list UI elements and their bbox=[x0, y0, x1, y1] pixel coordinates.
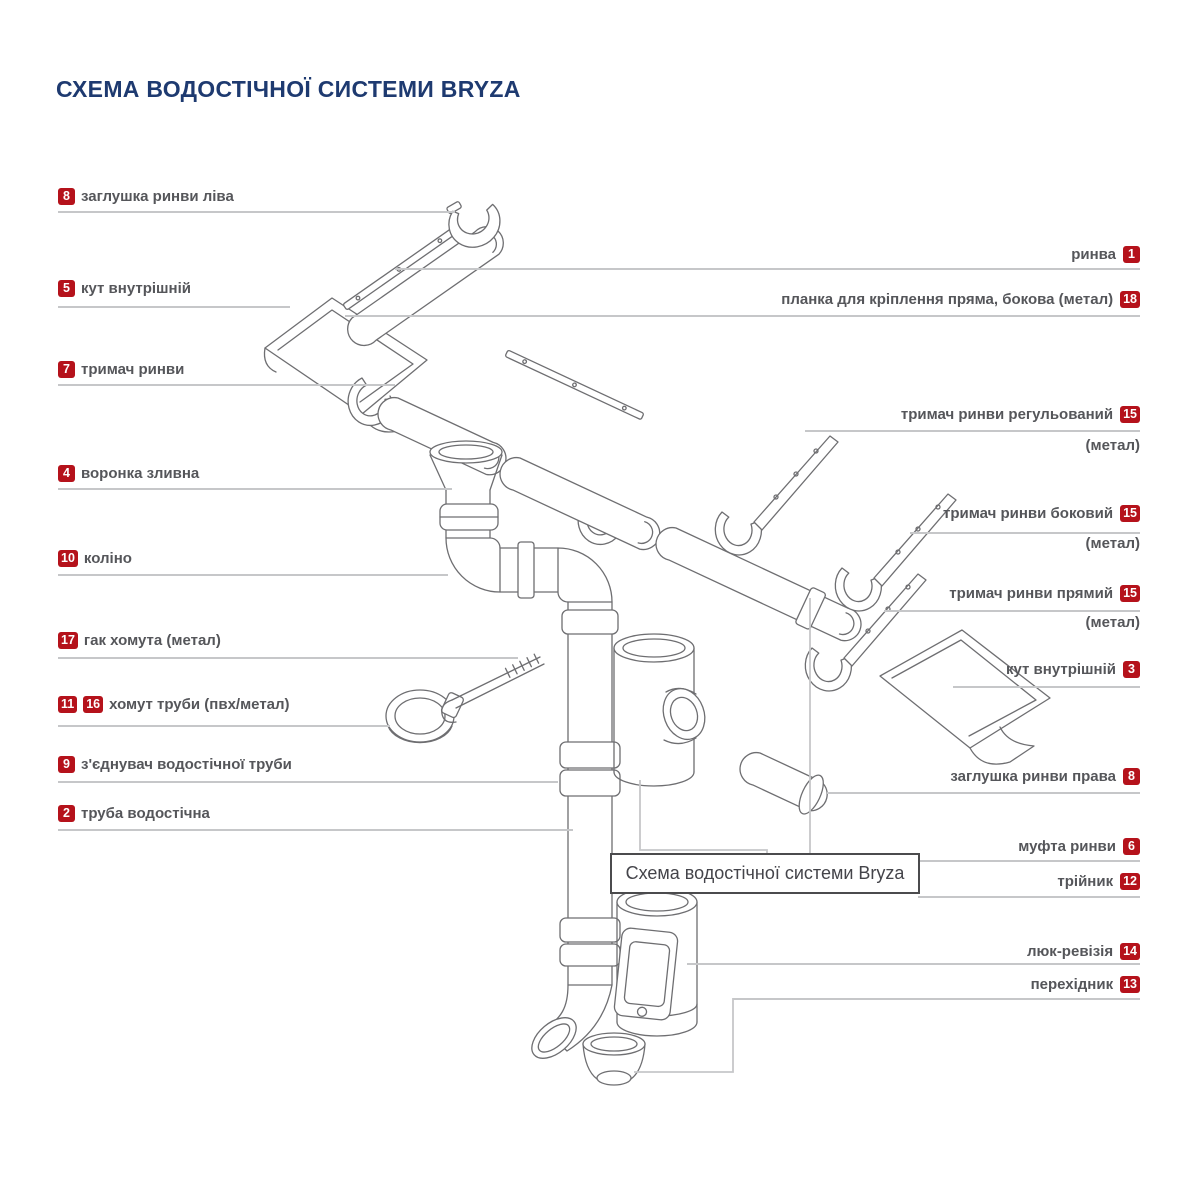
label-straight-bracket-material: (метал) bbox=[1085, 614, 1140, 631]
leader-line bbox=[827, 792, 1140, 794]
leader-line bbox=[58, 488, 452, 490]
part-label-text: кут внутрішній bbox=[81, 279, 191, 297]
part-number-badge: 4 bbox=[58, 465, 75, 482]
leader-line bbox=[953, 686, 1140, 688]
leader-line bbox=[733, 998, 1140, 1000]
leader-line bbox=[58, 829, 573, 831]
pipe-connector-part bbox=[560, 770, 620, 796]
pipe-clamp-part bbox=[386, 690, 464, 743]
part-number-badge: 17 bbox=[58, 632, 78, 649]
part-label-text: муфта ринви bbox=[1018, 837, 1116, 855]
gutter-section-funnel bbox=[373, 392, 512, 480]
part-label-text: гак хомута (метал) bbox=[83, 631, 221, 649]
downpipe-part bbox=[524, 602, 620, 1066]
part-label-text: тримач ринви прямий bbox=[949, 584, 1114, 602]
part-label-text: тримач ринви регульований bbox=[900, 405, 1114, 423]
part-label-text: планка для кріплення пряма, бокова (метал) bbox=[781, 290, 1114, 308]
part-label-text: коліно bbox=[83, 549, 132, 567]
part-number-badge: 11 bbox=[58, 696, 77, 713]
leader-line bbox=[58, 211, 455, 213]
label-endcap-left bbox=[58, 184, 234, 208]
pipe-connector-part bbox=[560, 742, 620, 768]
label-gutter-bracket bbox=[58, 357, 184, 381]
part-number-badge: 6 bbox=[1123, 838, 1140, 855]
adjustable-bracket-part bbox=[713, 436, 838, 558]
part-number-badge: 8 bbox=[1123, 768, 1140, 785]
leader-line bbox=[58, 657, 518, 659]
label-adapter bbox=[733, 972, 1140, 996]
part-label-text: тримач ринви bbox=[81, 360, 185, 378]
part-label-text: труба водостічна bbox=[81, 804, 210, 822]
part-number-badge: 3 bbox=[1123, 661, 1140, 678]
label-side-bracket-material: (метал) bbox=[1085, 535, 1140, 552]
label-tee bbox=[918, 869, 1140, 893]
part-number-badge: 15 bbox=[1120, 505, 1140, 522]
label-elbow bbox=[58, 546, 132, 570]
leader-line bbox=[58, 306, 290, 308]
leader-line bbox=[687, 963, 1140, 965]
part-label-text: ринва bbox=[1071, 245, 1116, 263]
part-label-text: з'єднувач водостічної труби bbox=[81, 755, 292, 773]
part-label-text: заглушка ринви ліва bbox=[81, 187, 234, 205]
label-inspection-hatch bbox=[687, 939, 1140, 963]
part-number-badge: 15 bbox=[1120, 406, 1140, 423]
leader-line bbox=[58, 781, 558, 783]
part-number-badge: 5 bbox=[58, 280, 75, 297]
leader-line bbox=[920, 860, 1140, 862]
label-fixing-strip bbox=[345, 287, 1140, 311]
part-number-badge: 13 bbox=[1120, 976, 1140, 993]
label-inner-corner-left bbox=[58, 276, 191, 300]
part-label-text: хомут труби (пвх/метал) bbox=[109, 695, 290, 713]
label-gutter-coupling bbox=[920, 834, 1140, 858]
gutter-endcap-right-part bbox=[733, 743, 835, 820]
part-number-badge: 16 bbox=[83, 696, 103, 713]
part-label-text: кут внутрішній bbox=[1006, 660, 1116, 678]
label-straight-bracket bbox=[884, 581, 1140, 605]
part-number-badge: 15 bbox=[1120, 585, 1140, 602]
label-gutter bbox=[395, 242, 1140, 266]
label-adjustable-bracket-material: (метал) bbox=[1085, 437, 1140, 454]
leader-line bbox=[58, 725, 390, 727]
inspection-hatch-part bbox=[614, 888, 697, 1036]
part-number-badge: 10 bbox=[58, 550, 78, 567]
tooltip: Схема водостічної системи Bryza bbox=[610, 853, 920, 894]
label-pipe-clamp bbox=[58, 692, 290, 716]
part-label-text: воронка зливна bbox=[81, 464, 200, 482]
label-drain-funnel bbox=[58, 461, 199, 485]
leader-line bbox=[884, 610, 1140, 612]
part-label-text: заглушка ринви права bbox=[950, 767, 1116, 785]
part-number-badge: 1 bbox=[1123, 246, 1140, 263]
leader-line bbox=[805, 430, 1140, 432]
part-number-badge: 2 bbox=[58, 805, 75, 822]
label-adjustable-bracket bbox=[805, 402, 1140, 426]
part-number-badge: 18 bbox=[1120, 291, 1140, 308]
label-side-bracket bbox=[910, 501, 1140, 525]
inner-corner-right-part bbox=[880, 630, 1050, 764]
page-title: СХЕМА ВОДОСТІЧНОЇ СИСТЕМИ BRYZA bbox=[56, 76, 521, 102]
gutter-section-mid bbox=[495, 452, 665, 555]
leader-line bbox=[395, 268, 1140, 270]
fixing-strip-part bbox=[505, 350, 644, 420]
elbow-part bbox=[446, 538, 612, 602]
leader-line bbox=[918, 896, 1140, 898]
leader-line bbox=[345, 315, 1140, 317]
leader-line bbox=[58, 384, 395, 386]
part-label-text: люк-ревізія bbox=[1026, 942, 1114, 960]
leader-line bbox=[910, 532, 1140, 534]
part-number-badge: 12 bbox=[1120, 873, 1140, 890]
label-pipe-connector bbox=[58, 752, 292, 776]
part-number-badge: 9 bbox=[58, 756, 75, 773]
label-inner-corner-right bbox=[953, 657, 1140, 681]
label-clamp-hook bbox=[58, 628, 221, 652]
label-endcap-right bbox=[827, 764, 1140, 788]
part-label-text: перехідник bbox=[1030, 975, 1114, 993]
label-downpipe bbox=[58, 801, 210, 825]
adapter-part bbox=[583, 1033, 645, 1085]
part-number-badge: 8 bbox=[58, 188, 75, 205]
part-number-badge: 7 bbox=[58, 361, 75, 378]
part-number-badge: 14 bbox=[1120, 943, 1140, 960]
leader-line bbox=[58, 574, 448, 576]
part-label-text: трійник bbox=[1057, 872, 1114, 890]
tee-part bbox=[614, 634, 712, 786]
pipe-clamp-band bbox=[518, 542, 534, 598]
part-label-text: тримач ринви боковий bbox=[943, 504, 1114, 522]
